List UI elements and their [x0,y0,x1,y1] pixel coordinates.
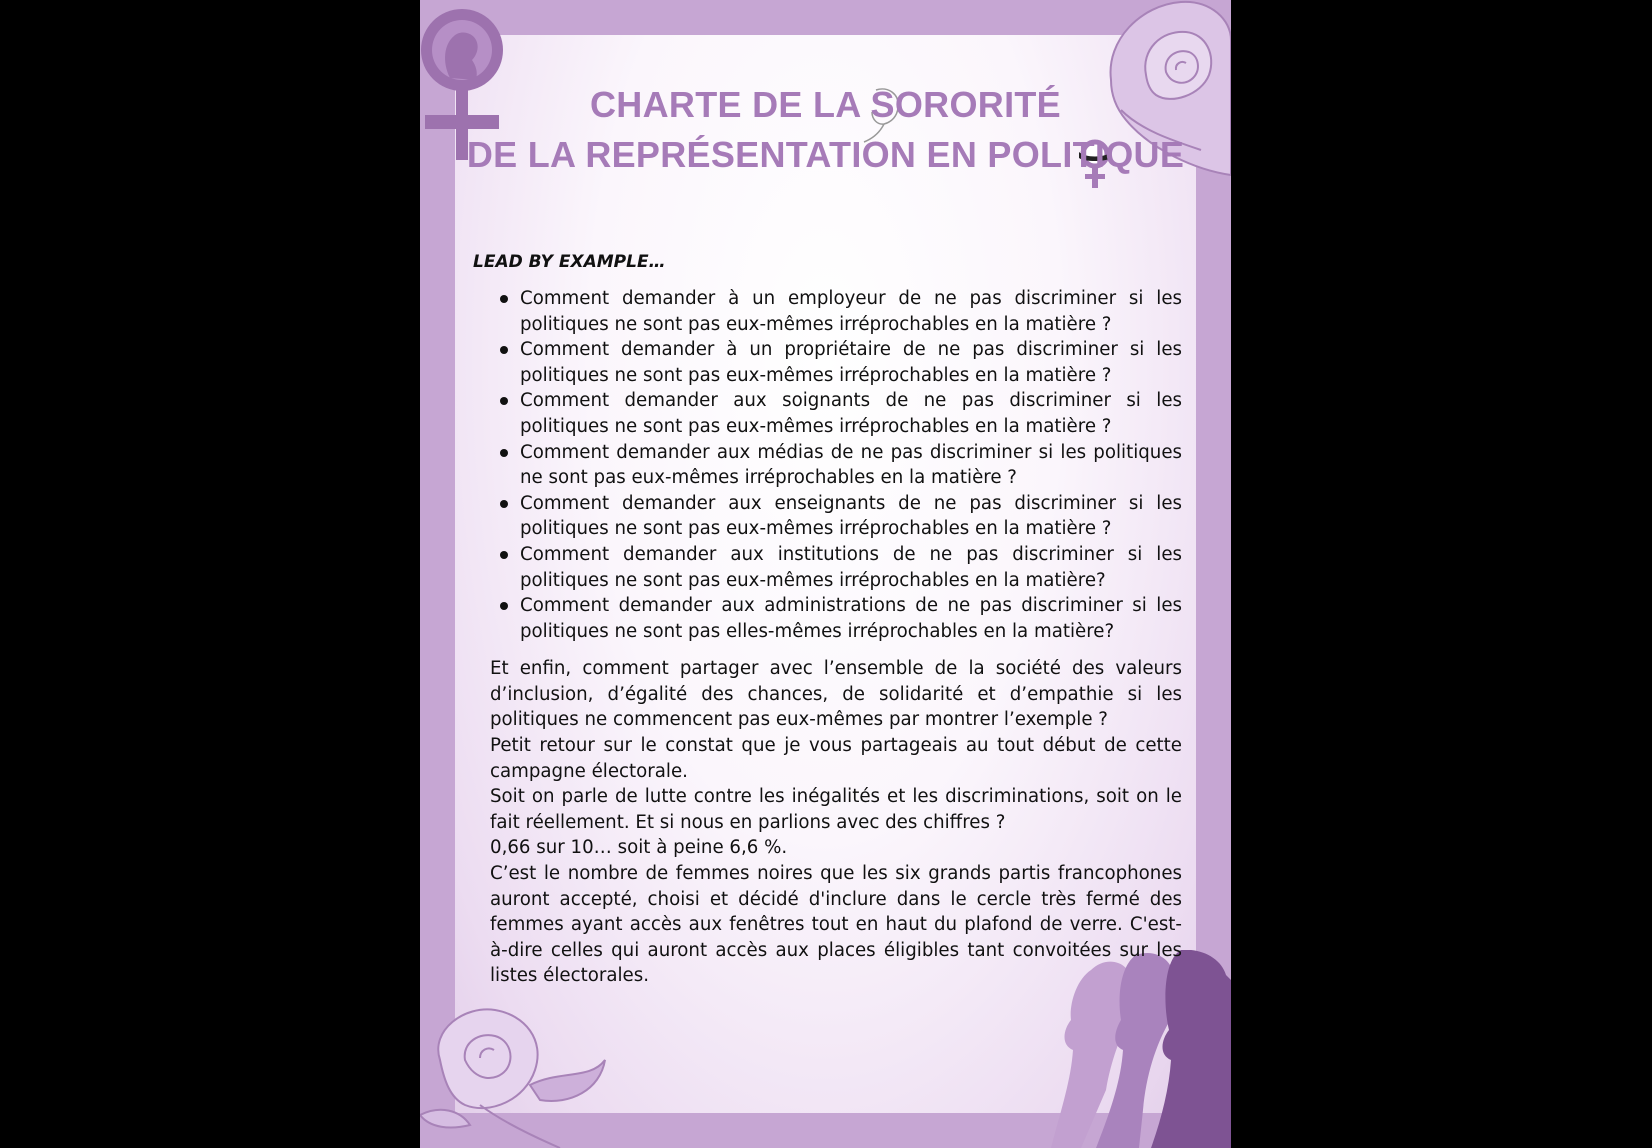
list-item: Comment demander aux administrations de ne pas discriminer si les politiques ne sont pas elles-mêmes irréprochables en la matière? [520,593,1182,644]
paragraph-conclusion: Et enfin, comment partager avec l’ensemble de la société des valeurs d’inclusion, d’égalité des chances, de solidarité et d’empathie si les politiques ne commencent pas eux-mêmes par montrer l’exemple ? [490,658,1182,731]
document-page [420,0,1231,1148]
paragraph-chiffres: Soit on parle de lutte contre les inégalités et les discriminations, soit on le fait réellement. Et si nous en parlions avec des chiffres ? [490,786,1182,833]
paragraph-statistic: 0,66 sur 10… soit à peine 6,6 %. [490,837,788,858]
list-item: Comment demander à un employeur de ne pas discriminer si les politiques ne sont pas eux-mêmes irréprochables en la matière ? [520,286,1182,337]
paragraph-retour: Petit retour sur le constat que je vous partageais au tout début de cette campagne électorale. [490,735,1182,782]
title-line-2: DE LA REPRÉSENTATION EN POLITIQUE [466,134,1185,175]
list-item: Comment demander aux médias de ne pas discriminer si les politiques ne sont pas eux-mêmes irréprochables en la matière ? [520,440,1182,491]
title-line-1: CHARTE DE LA SORORITÉ [590,84,1061,125]
list-item: Comment demander aux institutions de ne pas discriminer si les politiques ne sont pas eux-mêmes irréprochables en la matière? [520,542,1182,593]
paragraph-explication: C’est le nombre de femmes noires que les six grands partis francophones auront accepté, choisi et décidé d'inclure dans le cercle très fermé des femmes ayant accès aux fenêtres tout en haut du plafond de verre. C'est-à-dire celles qui auront accès aux places éligibles tant convoitées sur les listes électorales. [490,863,1182,987]
list-item: Comment demander aux enseignants de ne pas discriminer si les politiques ne sont pas eux-mêmes irréprochables en la matière ? [520,491,1182,542]
list-item: Comment demander aux soignants de ne pas discriminer si les politiques ne sont pas eux-mêmes irréprochables en la matière ? [520,388,1182,439]
lead-heading: LEAD BY EXAMPLE… [473,252,666,272]
list-item: Comment demander à un propriétaire de ne pas discriminer si les politiques ne sont pas eux-mêmes irréprochables en la matière ? [520,337,1182,388]
rose-bottom-icon [420,1000,630,1148]
bullet-list [520,286,1182,644]
